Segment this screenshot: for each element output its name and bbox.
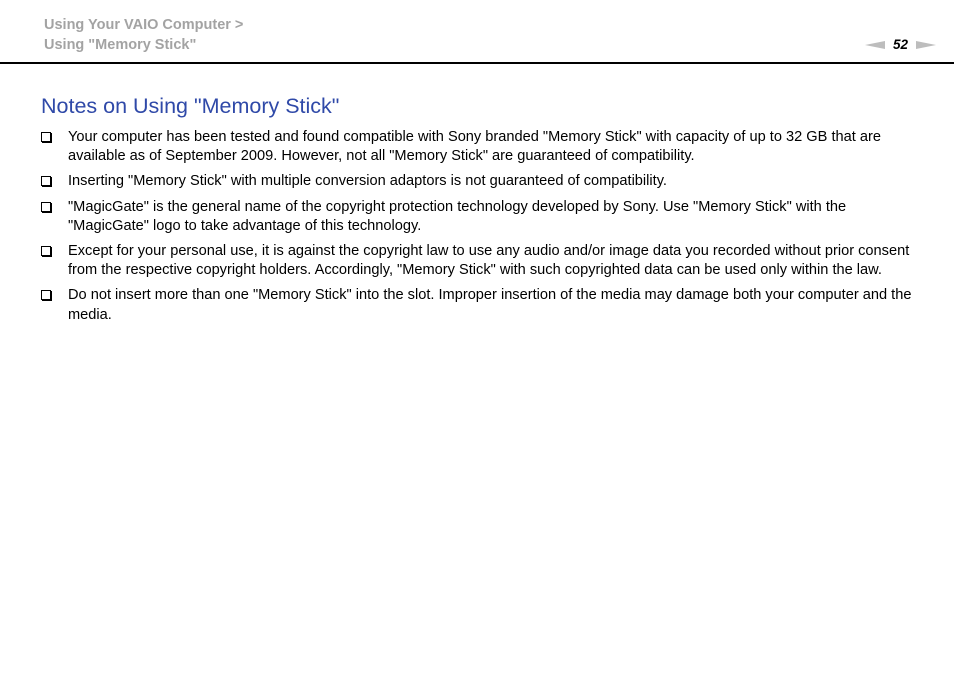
breadcrumb-section: Using "Memory Stick" — [44, 36, 197, 53]
checkbox-bullet-icon — [41, 290, 51, 300]
checkbox-bullet-icon — [41, 176, 51, 186]
list-item — [41, 242, 921, 280]
page-header — [0, 0, 954, 64]
page-number: 52 — [892, 37, 908, 52]
next-page-icon[interactable] — [916, 41, 936, 49]
notes-list — [41, 128, 921, 325]
list-item — [41, 286, 921, 324]
list-item-text: Your computer has been tested and found compatible with Sony branded "Memory Stick" with capacity of up to 32 GB that are available as of September 2009. However, not all "Memory Stick" are guaranteed of compatibility. — [68, 129, 881, 165]
list-item-text: Except for your personal use, it is against the copyright law to use any audio and/or image data you recorded without prior consent from the respective copyright holders. Accordingly, "Memory Stick" with such copyrighted data can be used only within the law. — [68, 243, 910, 279]
checkbox-bullet-icon — [41, 202, 51, 212]
list-item-text: Do not insert more than one "Memory Stick" into the slot. Improper insertion of the media may damage both your computer and the media. — [68, 287, 912, 323]
checkbox-bullet-icon — [41, 246, 51, 256]
main-content — [41, 93, 921, 331]
checkbox-bullet-icon — [41, 132, 51, 142]
list-item-text: "MagicGate" is the general name of the copyright protection technology developed by Sony. Use "Memory Stick" with the "MagicGate" logo to take advantage of this technology. — [68, 198, 847, 234]
page-title: Notes on Using "Memory Stick" — [41, 94, 340, 118]
list-item — [41, 172, 921, 191]
list-item — [41, 198, 921, 236]
header-divider — [0, 62, 954, 64]
page-navigation — [865, 36, 936, 54]
breadcrumb-chapter: Using Your VAIO Computer > — [44, 17, 244, 33]
previous-page-icon[interactable] — [865, 41, 885, 49]
list-item — [41, 128, 921, 166]
breadcrumb — [44, 16, 243, 55]
list-item-text: Inserting "Memory Stick" with multiple conversion adaptors is not guaranteed of compatibility. — [68, 173, 667, 190]
